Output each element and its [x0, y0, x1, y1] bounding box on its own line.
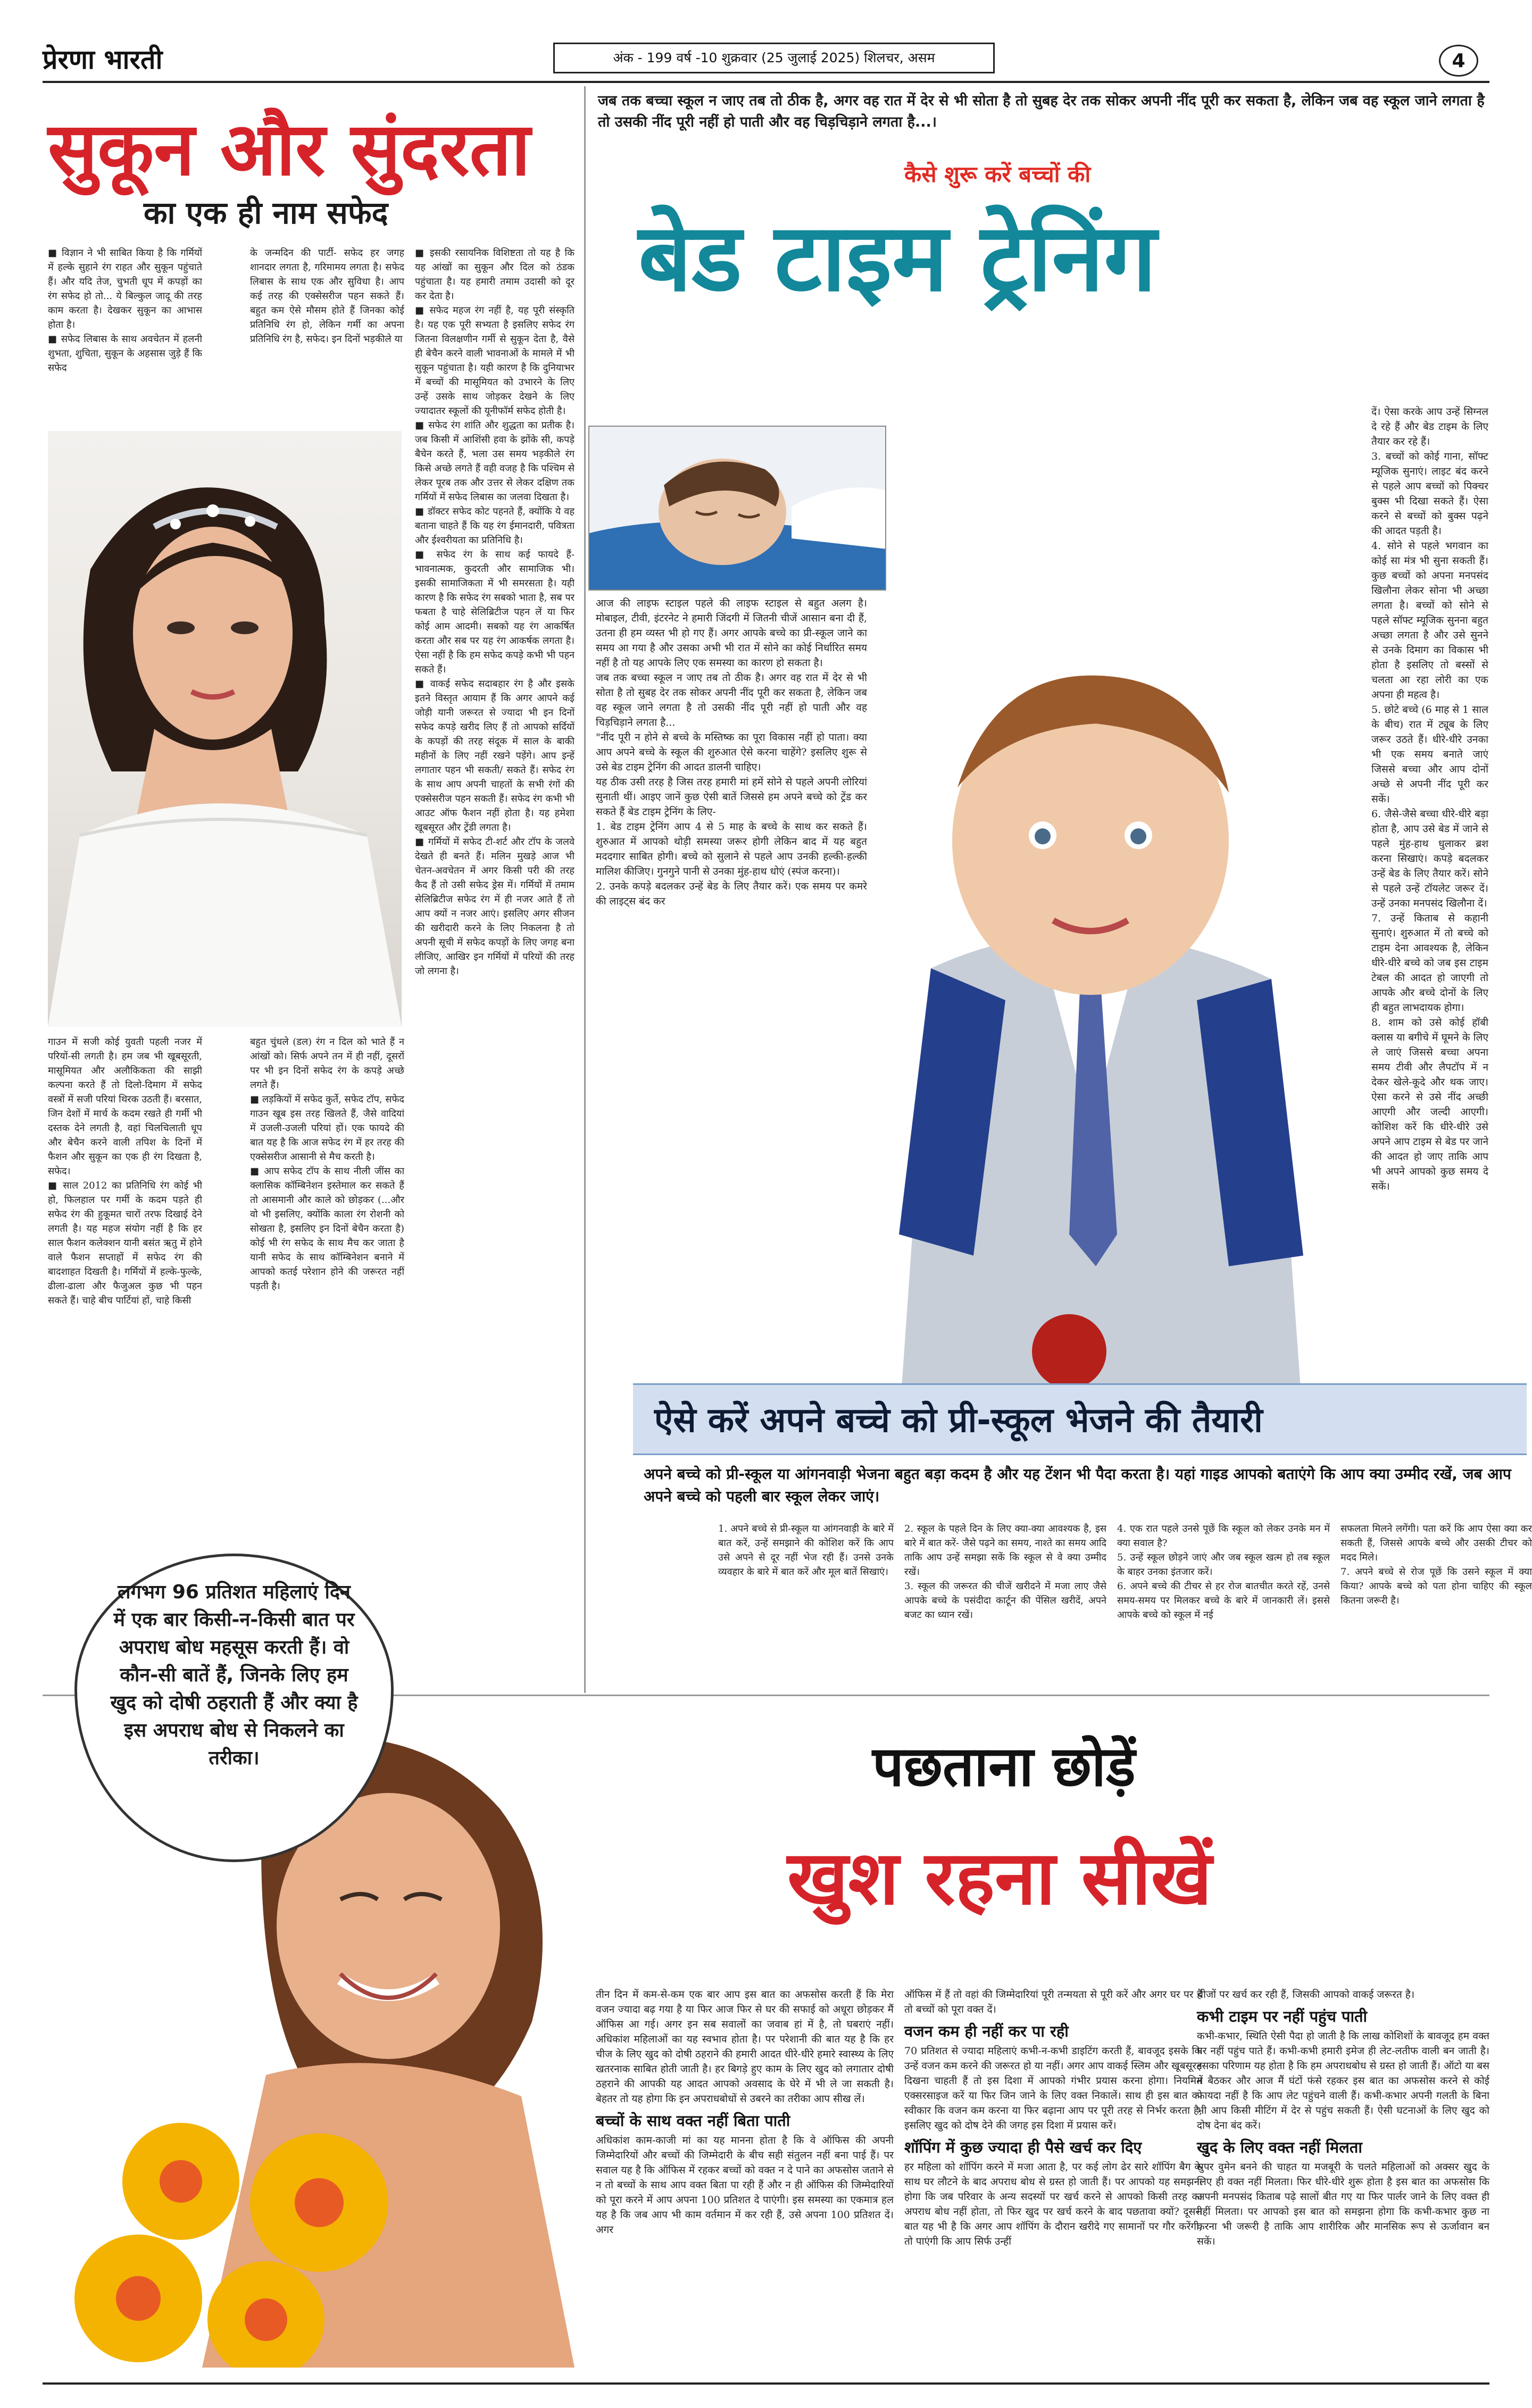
paper-name: प्रेरणा भारती	[43, 44, 163, 75]
sleeping-boy-illustration	[589, 427, 886, 591]
preschool-col4: सफलता मिलने लगेंगी। पता करें कि आप ऐसा क्या कर सकती हैं, जिससे आपके बच्चे और उसकी टीचर को मदद मिले। 7. अपने बच्चे से रोज पूछें कि उसने स्कूल में क्या किया? आपके बच्चे को पता होना चाहिए की स्कूल कितना जरूरी है।	[1340, 1523, 1532, 1606]
guilt-col2-h2: शॉपिंग में कुछ ज्यादा ही पैसे खर्च कर दिए	[904, 2138, 1142, 2156]
bedtime-title: बेड टाइम ट्रेनिंग	[638, 203, 1157, 312]
preschool-col2: 2. स्कूल के पहले दिन के लिए क्या-क्या आवश्यक है, इस बारे में बात करें- जैसे पढ़ने का समय, नाश्ते का समय आदि ताकि आप उन्हें समझा सकें कि स्कूल से वे क्या उम्मीद रखें। 3. स्कूल की जरूरत की चीजें खरीदने में मजा लाए जैसे आपके बच्चे के पसंदीदा कार्टून की पेंसिल खरीदें, अपने बजट का ध्यान रखें।	[904, 1523, 1106, 1621]
preschool-band	[633, 1383, 1527, 1455]
preschool-col3: 4. एक रात पहले उनसे पूछें कि स्कूल को लेकर उनके मन में क्या सवाल है? 5. उन्हें स्कूल छोड़ने जाएं और जब स्कूल खत्म हो तब स्कूल के बाहर उनका इंतजार करें। 6. अपने बच्चे की टीचर से हर रोज बातचीत करते रहें, उनसे समय-समय पर मिलकर बच्चे के बारे में जानकारी लें। इससे आपके बच्चे को स्कूल में नई	[1117, 1523, 1330, 1621]
guilt-col1	[596, 1987, 894, 2370]
left-col1-top: ■ विज्ञान ने भी साबित किया है कि गर्मियों में हल्के सुहाने रंग राहत और सुकून पहुंचाते हैं। और यदि तेज, चुभती धूप में कपड़ों का रंग सफेद हो तो... ये बिल्कुल जादू की तरह काम करता है। देखकर सुकून का आभास होता है। ■ सफेद लिबास के साथ अवचेतन में हलनी शुभता, शुचिता, सुकून के अहसास जुड़े हैं कि सफेद	[48, 247, 202, 373]
left-article	[0, 85, 585, 1575]
left-article-subtitle: का एक ही नाम सफेद	[144, 195, 388, 231]
schoolboy-photo	[867, 596, 1330, 1426]
bedtime-intro: जब तक बच्चा स्कूल न जाए तब तो ठीक है, अगर वह रात में देर से भी सोता है तो सुबह देर तक सोकर अपनी नींद पूरी कर सकता है, लेकिन जब वह स्कूल जाने लगता है तो उसकी नींद पूरी नहीं हो पाती और वह चिड़चिड़ाने लगता है...।	[598, 93, 1485, 130]
issue-line: अंक - 199 वर्ष -10 शुक्रवार (25 जुलाई 2025) शिलचर, असम	[553, 43, 995, 73]
left-col3: ■ इसकी रसायनिक विशिष्टता तो यह है कि यह आंखों का सुकून और दिल को ठंडक पहुंचाता है। यह हमारी तमाम उदासी को दूर कर देता है। ■ सफेद महज रंग नहीं है, यह पूरी संस्कृति है। यह एक पूरी सभ्यता है इसलिए सफेद रंग जितना विलक्षणीन गर्मी से सुकून देता है, वैसे ही बेचैन करने वाली भावनाओं के मामले में भी सुकून पहुंचाता है। यही कारण है कि दुनियाभर में बच्चों की मासूमियत को उभारने के लिए उन्हें उसके साथ जोड़कर देखने के लिए ज्यादातर स्कूलों की यूनीफॉर्म सफेद होती है। ■ सफेद रंग शांति और शुद्धता का प्रतीक है। जब किसी में आशिंसी हवा के झोंके सी, कपड़े बैचेन करते हैं, भला उस समय भड़कीले रंग किसे अच्छे लगते हैं वही वजह है कि पश्चिम से लेकर पूरब तक और उत्तर से लेकर दक्षिण तक गर्मियों में सफेद लिबास का जलवा दिखता है। ■ डॉक्टर सफेद कोट पहनते हैं, क्योंकि ये वह बताना चाहते हैं कि यह रंग ईमानदारी, पवित्रता और ईश्वरीयता का प्रतिनिधि है। ■ सफेद रंग के साथ कई फायदे हैं- भावनात्मक, कुदरती और सामाजिक भी। इसकी सामाजिकता में भी समरसता है। यही कारण है कि सफेद रंग सबको भाता है, सब पर फबता है चाहे सेलिब्रिटीज पहन लें या फिर कोई आम आदमी। सबको यह रंग आकर्षित करता और सब पर यह रंग आकर्षक लगता है। ऐसा नहीं है कि हम सफेद कपड़े कभी भी पहन सकते हैं। ■ वाकई सफेद सदाबहार रंग है और इसके इतने विस्तृत आयाम हैं कि अगर आपने कई जोड़ी यानी जरूरत से ज्यादा भी इन दिनों सफेद कपड़े खरीद लिए हैं तो आपको सर्दियों के कपड़ों की तरह संदूक में साल के बाकी महीनों के लिए नहीं रखने पड़ेंगे। आप इन्हें लगातार पहन भी सकती/ सकते हैं। सफेद रंग के साथ आप अपनी चाहतों के सभी रंगों की एक्सेसरीज पहन सकती हैं। सफेद रंग कभी भी आउट ऑफ फैशन नहीं होता है। यह हमेशा खूबसूरत और ट्रेंडी लगता है। ■ गर्मियों में सफेद टी-शर्ट और टॉप के जलवे देखते ही बनते हैं। मलिन मुखड़े आज भी चेतन-अवचेतन में अगर किसी परी की तरह कैद हैं तो उसी सफेद ड्रेस में। गर्मियों में तमाम सेलिब्रिटीज सफेद रंग में ही नजर आते हैं तो आप क्यों न नजर आएं। इसलिए अगर सीजन की खरीदारी करने के लिए निकलना है तो अपनी सूची में सफेद कपड़ों के लिए जगह बना लीजिए, आखिर इन गर्मियों में परियों की तरह जो लगना है।	[415, 247, 574, 977]
page-number: 4	[1439, 45, 1478, 77]
preschool-intro: अपने बच्चे को प्री-स्कूल या आंगनवाड़ी भेजना बहुत बड़ा कदम है और यह टेंशन भी पैदा करता है। यहां गाइड आपको बताएंगे कि आप क्या उम्मीद रखें, जब आप अपने बच्चे को पहली बार स्कूल लेकर जाएं।	[644, 1465, 1511, 1505]
guilt-col1-p1: तीन दिन में कम-से-कम एक बार आप इस बात का अफसोस करती हैं कि मेरा वजन ज्यादा बढ़ गया है या फिर आज फिर से घर की सफाई को अधूरा छोड़कर मैं ऑफिस आ गई। अगर इन सब सवालों का जवाब हां में है, तो घबराएं नहीं। अधिकांश महिलाओं का यह स्वभाव होता है। पर परेशानी की बात यह है कि हर चीज के लिए खुद को दोषी ठहराने की हमारी आदत धीरे-धीरे हमारे स्वास्थ्य के लिए खतरनाक साबित होती जाती है। हर बिगड़े हुए काम के लिए खुद को लगातार दोषी ठहराने की आपकी यह आदत आपको अवसाद के घेरे में भी ले जा सकती है। बेहतर तो यह होगा कि इन अपराधबोधों से उबरने का तरीका आप सीख लें।	[596, 1989, 894, 2105]
guilt-col2-p2: 70 प्रतिशत से ज्यादा महिलाएं कभी-न-कभी डाइटिंग करती हैं, बावजूद इसके कि उन्हें वजन कम करने की जरूरत हो या नहीं। अगर आप वाकई स्लिम और खूबसूरत दिखना चाहती हैं तो इस दिशा में आपको गंभीर प्रयास करना होगा। नियमित एक्सरसाइज करें या फिर जिन जाने के लिए वक्त निकालें। साथ ही इस बात को स्वीकार कि वजन कम करना या फिर बढ़ाना आप पर पूरी तरह से निर्भर करता है, इसलिए खुद को दोष देने की जगह इस दिशा में प्रयास करें।	[904, 2045, 1202, 2131]
schoolboy-illustration	[867, 596, 1330, 1426]
left-article-title: सुकून और सुंदरता	[48, 105, 530, 192]
guilt-col3-h1: कभी टाइम पर नहीं पहुंच पाती	[1197, 2007, 1368, 2025]
masthead-rule	[43, 81, 1489, 83]
preschool-title: ऐसे करें अपने बच्चे को प्री-स्कूल भेजने की तैयारी	[654, 1401, 1263, 1440]
bride-photo	[48, 431, 402, 1027]
guilt-col2	[904, 1987, 1202, 2370]
guilt-title-line1: पछताना छोड़ें	[872, 1734, 1136, 1799]
guilt-col3-p2: कभी-कभार, स्थिति ऐसी पैदा हो जाती है कि लाख कोशिशों के बावजूद हम वक्त पर नहीं पहुंच पाते हैं। कभी-कभी हमारी इमेज ही लेट-लतीफ वाली बन जाती है। इसका परिणाम यह होता है कि हम अपराधबोध से ग्रस्त हो जाती हैं। ऑटो या बस में बैठकर और आज मैं घंटों फंसे रहकर इस बात का अफसोस करने से कोई फायदा नहीं है कि आप लेट पहुंचने वाली हैं। कभी-कभार अपनी गलती के बिना भी आप किसी मीटिंग में देर से पहुंच सकती हैं। ऐसी घटनाओं के लिए खुद को दोष देना बंद करें।	[1197, 2030, 1489, 2131]
bride-illustration	[48, 431, 402, 1027]
left-col2-bottom: बहुत चुंधले (डल) रंग न दिल को भाते हैं न आंखों को। सिर्फ अपने तन में ही नहीं, दूसरों पर भी इन दिनों सफेद रंग के कपड़े अच्छे लगते हैं। ■ लड़कियों में सफेद कुर्ते, सफेद टॉप, सफेद गाउन खूब इस तरह खिलते हैं, जैसे वादियां में उजली-उजली परियां हों। एक फायदे की बात यह है कि आज सफेद रंग में हर तरह की एक्सेसरीज आसानी से मैच करती है। ■ आप सफेद टॉप के साथ नीली जींस का क्लासिक कॉम्बिनेशन इस्तेमाल कर सकते हैं तो आसमानी और काले को छोड़कर (...और वो भी इसलिए, क्योंकि काला रंग रोशनी को सोखता है, इसलिए इन दिनों बेचैन करता है) कोई भी रंग सफेद के साथ मैच कर जाता है यानी सफेद के साथ कॉम्बिनेशन बनाने में आपको कतई परेशान होने की जरूरत नहीं पड़ती है।	[250, 1036, 404, 1292]
guilt-col3-h2: खुद के लिए वक्त नहीं मिलता	[1197, 2138, 1362, 2156]
guilt-col1-p2: अधिकांश काम-काजी मां का यह मानना होता है कि वे ऑफिस की अपनी जिम्मेदारियों और बच्चों की जिम्मेदारी के बीच सही संतुलन नहीं बना पाई हैं। पर सवाल यह है कि ऑफिस में रहकर बच्चों को वक्त न दे पाने का अफसोस जताने से न तो बच्चों के साथ आप वक्त बिता पा रही हैं और न ही ऑफिस की जिम्मेदारियों को पूरा करने में आप अपना 100 प्रतिशत दे पाएंगी। इस समस्या का एकमात्र हल यह है कि जब आप भी काम वर्तमान में कर रही हैं, उसे अपना 100 प्रतिशत दें। अगर	[596, 2135, 894, 2236]
quote-text: लगभग 96 प्रतिशत महिलाएं दिन में एक बार किसी-न-किसी बात पर अपराध बोध महसूस करती हैं। वो कौन-सी बातें हैं, जिनके लिए हम खुद को दोषी ठहराती हैं और क्या है इस अपराध बोध से निकलने का तरीका।	[110, 1581, 358, 1769]
guilt-col1-h1: बच्चों के साथ वक्त नहीं बिता पाती	[596, 2112, 790, 2130]
guilt-col3-p3: सुपर वुमेन बनने की चाहत या मजबूरी के चलते महिलाओं को अक्सर खुद के लिए ही वक्त नहीं मिलता। फिर धीरे-धीरे शुरू होता है इस बात का अफसोस कि अपनी मनपसंद किताब पढ़े सालों बीत गए या फिर पार्लर जाने के लिए वक्त ही नहीं मिलता। पर आपको इस बात को समझना होगा कि कभी-कभार कुछ ना करना भी जरूरी है ताकि आप शारीरिक और मानसिक रूप से ऊर्जावान बन सकें।	[1197, 2161, 1489, 2247]
bedtime-mid-col: आज की लाइफ स्टाइल पहले की लाइफ स्टाइल से बहुत अलग है। मोबाइल, टीवी, इंटरनेट ने हमारी जिंदगी में जितनी चीजें आसान बना दी हैं, उतना ही हम व्यस्त भी हो गए हैं। अगर आपके बच्चे का प्री-स्कूल जाने का समय आ गया है और उसका अभी भी रात में सोने का कोई निर्धारित समय नहीं है तो यह आपके लिए एक समस्या का कारण हो सकता है। जब तक बच्चा स्कूल न जाए तब तो ठीक है। अगर वह रात में देर से भी सोता है तो सुबह देर तक सोकर अपनी नींद पूरी कर सकता है, लेकिन जब वह स्कूल जाने लगता है तो उसकी नींद पूरी नहीं हो पाती और वह चिड़चिड़ाने लगता है... "नींद पूरी न होने से बच्चे के मस्तिष्क का पूरा विकास नहीं हो पाता। क्या आप अपने बच्चे के स्कूल की शुरुआत ऐसे करना चाहेंगे? इसलिए शुरू से उसे बेड टाइम ट्रेनिंग की आदत डालनी चाहिए। यह ठीक उसी तरह है जिस तरह हमारी मां हमें सोने से पहले अपनी लोरियां सुनाती थीं। आइए जानें कुछ ऐसी बातें जिससे हम अपने बच्चे को ट्रेंड कर सकते हैं बेड टाइम ट्रेनिंग के लिए- 1. बेड टाइम ट्रेनिंग आप 4 से 5 माह के बच्चे के साथ कर सकते हैं। शुरुआत में आपको थोड़ी समस्या जरूर होगी लेकिन बाद में यह बहुत मददगार साबित होगी। बच्चे को सुलाने से पहले आप उनकी हल्की-हल्की मालिश कीजिए। गुनगुने पानी से उनका मुंह-हाथ धोएं (स्पंज करना)। 2. उनके कपड़े बदलकर उन्हें बेड के लिए तैयार करें। एक समय पर कमरे की लाइट्स बंद कर	[596, 597, 867, 907]
bedtime-kicker: कैसे शुरू करें बच्चों की	[904, 161, 1091, 187]
bedtime-right-col: दें। ऐसा करके आप उन्हें सिग्नल दे रहे हैं और बेड टाइम के लिए तैयार कर रहे हैं। 3. बच्चों को कोई गाना, सॉफ्ट म्यूजिक सुनाएं। लाइट बंद करने से पहले आप बच्चों को पिक्चर बुक्स भी दिखा सकते हैं। ऐसा करने से बच्चों को बुक्स पढ़ने की आदत पड़ती है। 4. सोने से पहले भगवान का कोई सा मंत्र भी सुना सकती हैं। कुछ बच्चों को अपना मनपसंद खिलौना लेकर सोना भी अच्छा लगता है। बच्चों को सोने से पहले सॉफ्ट म्यूजिक सुनना बहुत अच्छा लगता है और उसे सुनने से उनके दिमाग का विकास भी होता है इसलिए तो बस्सों से चलता आ रहा लोरी का एक अपना ही महत्व है। 5. छोटे बच्चे (6 माह से 1 साल के बीच) रात में ट्यूब के लिए जरूर उठते हैं। धीरे-धीरे उनका भी एक समय बनाते जाएं जिससे बच्चा और आप दोनों अच्छे से अपनी नींद पूरी कर सकें। 6. जैसे-जैसे बच्चा धीरे-धीरे बड़ा होता है, आप उसे बेड में जाने से पहले मुंह-हाथ धुलाकर ब्रश करना सिखाएं। कपड़े बदलकर उन्हें बेड के लिए तैयार करें। सोने से पहले उन्हें टॉयलेट जरूर दें। उन्हें उनका मनपसंद खिलौना दें। 7. उन्हें किताब से कहानी सुनाएं। शुरुआत में तो बच्चे को टाइम देना आवश्यक है, लेकिन धीरे-धीरे बच्चे को जब इस टाइम टेबल की आदत हो जाएगी तो आपके और बच्चे दोनों के लिए ही बहुत लाभदायक होगा। 8. शाम को उसे कोई हॉबी क्लास या बगीचे में घूमने के लिए ले जाएं जिससे बच्चा अपना समय टीवी और लैपटॉप में न देकर खेले-कूदे और थक जाए। ऐसा करने से उसे नींद अच्छी आएगी और जल्दी आएगी। कोशिश करें कि धीरे-धीरे उसे अपने आप टाइम से बेड पर जाने की आदत हो जाए ताकि आप भी अपने आपको कुछ समय दे सकें।	[1371, 406, 1488, 1192]
guilt-title-line2: खुश रहना सीखें	[787, 1834, 1212, 1922]
guilt-col3-p1: चीजों पर खर्च कर रही हैं, जिसकी आपको वाकई जरूरत है।	[1197, 1989, 1415, 2000]
guilt-col3	[1197, 1987, 1489, 2370]
guilt-col2-p1: ऑफिस में हैं तो वहां की जिम्मेदारियां पूरी तन्मयता से पूरी करें और अगर घर पर हैं तो बच्चों को पूरा वक्त दें।	[904, 1989, 1202, 2015]
left-col2-top: के जन्मदिन की पार्टी- सफेद हर जगह शानदार लगता है, गरिमामय लगता है। सफेद लिबास के साथ एक और सुविधा है। आप कई तरह की एक्सेसरीज पहन सकते हैं। बहुत कम ऐसे मौसम होते हैं जिनका कोई प्रतिनिधि रंग हो, लेकिन गर्मी का अपना प्रतिनिधि रंग है, सफेद। इन दिनों भड़कीले या	[250, 247, 404, 345]
footer-rule	[43, 2382, 1489, 2385]
bedtime-article	[585, 85, 1532, 1362]
sleeping-boy-photo	[588, 426, 886, 591]
guilt-col2-h1: वजन कम ही नहीं कर पा रही	[904, 2022, 1069, 2040]
guilt-article	[0, 1532, 1532, 2384]
left-col1-bottom: गाउन में सजी कोई युवती पहली नजर में परियों-सी लगती है। हम जब भी खूबसूरती, मासूमियत और अलौकिकता की साझी कल्पना करते हैं तो दिलो-दिमाग में सफेद वस्त्रों में सजी परियां थिरक उठती हैं। बरसात, जिन देशों में मार्च के कदम रखते ही गर्मी भी दस्तक देने लगती है, वहां चिलचिलाती धूप और बेचैन करने वाली तपिश के दिनों में फैशन और सुकून का एक ही रंग दिखता है, सफेद। ■ साल 2012 का प्रतिनिधि रंग कोई भी हो, फिलहाल पर गर्मी के कदम पड़ते ही सफेद रंग की हुकूमत चारों तरफ दिखाई देने लगती है। यह महज संयोग नहीं है कि हर साल फैशन कलेक्शन यानी बसंत ऋतु में होने वाले फैशन सप्ताहों में सफेद रंग की बादशाहत दिखती है। गर्मियों में हल्के-फुल्के, ढीला-ढाला और फैजुअल कुछ भी पहन सकते हैं। चाहे बीच पार्टियां हों, चाहे किसी	[48, 1036, 202, 1306]
preschool-col1: 1. अपने बच्चे से प्री-स्कूल या आंगनवाड़ी के बारे में बात करें, उन्हें समझाने की कोशिश करें कि आप उसे अपने से दूर नहीं भेज रही हैं। उनसे उनके व्यवहार के बारे में बात करें और मूल बातें सिखाएं।	[718, 1523, 894, 1577]
masthead	[0, 0, 1532, 90]
guilt-col2-p3: हर महिला को शॉपिंग करने में मजा आता है, पर कई लोग ढेर सारे शॉपिंग बैग के साथ घर लौटने के बाद अपराध बोध से ग्रस्त हो जाती हैं। पर आपको यह समझना होगा कि जब परिवार के अन्य सदस्यों पर खर्च करने से आपको किसी तरह का अपराध बोध नहीं होता, तो फिर खुद पर खर्च करने के बाद पछतावा क्यों? दूसरी बात यह भी है कि अगर आप शॉपिंग के दौरान खरीदे गए सामानों पर गौर करेंगी, तो पाएंगी कि आप सिर्फ उन्हीं	[904, 2161, 1202, 2247]
